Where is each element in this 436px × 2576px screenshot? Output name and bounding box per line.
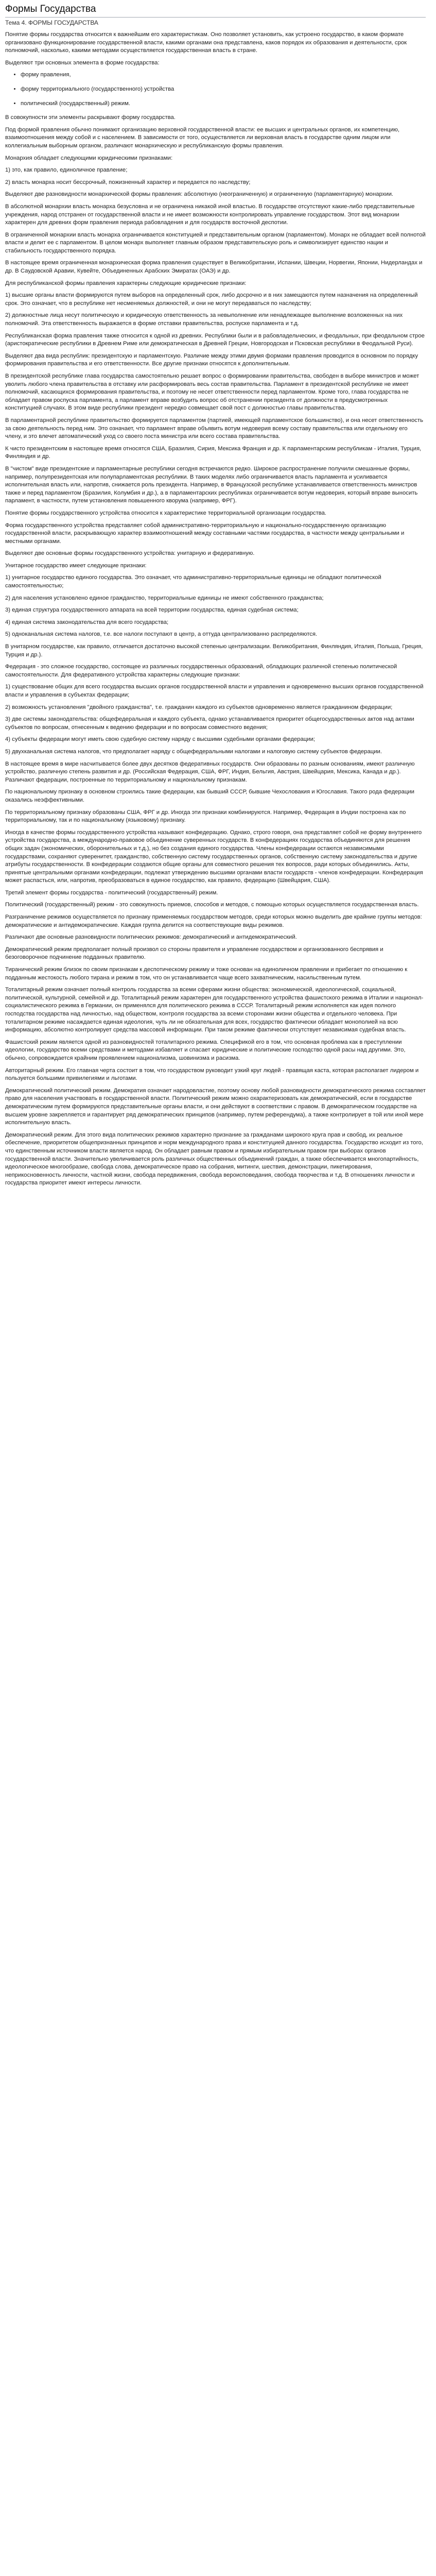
paragraph: 2) должностные лица несут политическую и юридическую ответственность за невыполнение или ненадлежащее выполнение возложенных на них полномочий. Эта ответственность выражается в форме отставки правительства, роспуске парламента и т.д. [5, 312, 403, 327]
paragraph: Понятие формы государства относится к важнейшим его характеристикам. Оно позволяет установить, как устроено государство, в каком формате организовано функционирование государственной власти, какими органами она представлена, каков порядок их образования и деятельности, срок полномочий, насколько, какими методами осуществляется государственная власть в стране. [5, 31, 407, 54]
paragraph: Демократический режим. Для этого вида политических режимов характерно признание за гражданами широкого круга прав и свобод, их реальное обеспечение, приоритетом общепризнанных принципов и норм международного права и конституцией данного государства. Государство исходит из того, что единственным источником власти является народ. Он обладает равным правом и прямым избирательным правом при выборах органов государственной власти. Значительно увеличивается роль различных общественных объединений граждан, а также обеспечивается многопартийность, идеологическое многообразие, свобода слова, демократическое право на собрания, митинги, шествия, демонстрации, пикетирования, неприкосновенность личности, частной жизни, свобода передвижения, свобода вероисповедания, свобода творчества и т.д. В отношениях личности и государства приоритет имеют интересы личности. [5, 1131, 423, 1187]
paragraph: 3) две системы законодательства: общефедеральная и каждого субъекта, однако устанавливается приоритет общегосударственных актов над актами субъектов по вопросам, отнесенным к ведению федерации и по вопросам совместного ведения; [5, 716, 414, 731]
paragraph: В президентской республике глава государства самостоятельно решает вопрос о формировании правительства, свободен в выборе министров и может уволить любого члена правительства в отставку или расформировать весь состав правительства. Парламент в президентской республике не имеет полномочий, касающихся формирования правительства, и поэтому не несет ответственности перед парламентом. Кроме того, глава государства не обладает правом роспуска парламента, а парламент вправе возбудить вопрос об отстранении президента от должности в предусмотренных конституцией случаях. В этом виде республики президент нередко совмещает свой пост с должностью главы правительства. [5, 373, 420, 412]
paragraph: 1) высшие органы власти формируются путем выборов на определенный срок, либо досрочно и в них замещаются путем назначения на определенный срок. Это означает, что в республике нет несменяемых должностей, и они не могут передаваться по наследству; [5, 292, 418, 307]
paragraph: Авторитарный режим. Его главная черта состоит в том, что государством руководит узкий круг людей - правящая каста, которая располагает лидером и пользуется большими привилегиями и льготами. [5, 1067, 419, 1082]
paragraph: 4) субъекты федерации могут иметь свою судебную систему наряду с высшими судебными органами федерации; [5, 736, 316, 743]
article-body [5, 31, 426, 1188]
paragraph: В настоящее время в мире насчитывается более двух десятков федеративных государств. Они образованы по разным основаниям, имеют различную устройство, различную степень развития и др. (Российская Федерация, США, ФРГ, Индия, Бельгия, Австрия, Швейцария, Мексика, Канада и др.). Различают федерации, построенные по территориальному и национальному признакам. [5, 760, 415, 783]
paragraph: Фашистский режим является одной из разновидностей тоталитарного режима. Спецификой его в том, что основная проблема как в преступлении идеологии, государство всеми средствами и методами избавляет и спасает юридические и политические господство одной расы над другими. Это, обычно, сопровождается крайним проявлением национализма, шовинизма и расизма. [5, 1039, 406, 1061]
paragraph: 4) единая система законодательства для всего государства; [5, 619, 169, 625]
list-item: • политический (государственный) режим. [21, 100, 426, 108]
paragraph: Демократический режим предполагает полный произвол со стороны правителя и управление государством и организованного беспрявия и безоговорочное подчинение подданных правителю. [5, 946, 383, 961]
paragraph: Форма государственного устройства представляет собой административно-территориальную и национально-государственную организацию государственной власти, раскрывающую характер взаимоотношений между составными частями государства, в частности между центральными и местными органами. [5, 522, 405, 545]
paragraph: В унитарном государстве, как правило, отличается достаточно высокой степенью централизации. Великобритания, Финляндия, Италия, Польша, Греция, Турция и др.). [5, 643, 423, 658]
paragraph: 1) унитарное государство единого государства. Это означает, что административно-территориальные единицы не обладают политической самостоятельностью; [5, 574, 381, 589]
paragraph: Монархия обладает следующими юридическими признаками: [5, 155, 173, 161]
paragraph: В ограниченной монархии власть монарха ограничивается конституцией и представительным органом (парламентом). Монарх не обладает всей полнотой власти и делит ее с парламентом. В целом монарх выполняет главным образом представительскую роль и символизирует единство нации и стабильность государственного порядка. [5, 231, 426, 254]
paragraph: Выделяют два вида республик: президентскую и парламентскую. Различие между этими двумя формами правления проводится в основном по порядку формирования правительства и его ответственности. Все другие признаки относятся к дополнительным. [5, 352, 418, 367]
paragraph: Выделяют три основных элемента в форме государства: [5, 59, 160, 66]
paragraph: 5) одноканальная система налогов, т.е. все налоги поступают в центр, а оттуда централизованно распределяются. [5, 631, 318, 638]
paragraph: По национальному признаку в основном строились такие федерации, как бывший СССР, бывшие Чехословакия и Югославия. Такого рода федерации оказались неэффективными. [5, 789, 414, 803]
paragraph: Иногда в качестве формы государственного устройства называют конфедерацию. Однако, строго говоря, она представляет собой не форму внутреннего устройства государства, а международно-правовое объединение суверенных государств. В конфедерациях государства объединяются для решения общих задач (экономических, оборонительных и т.д.), но без создания единого государства. Члены конфедерации остаются независимыми государствами, сохраняют суверенитет, гражданство, собственную систему государственных органов, собственную систему законодательства и другие атрибуты государственности. В конфедерации создаются общие органы для совместного решения тех вопросов, ради которых объединились. Акты, принятые центральными органами конфедерации, подлежат утверждению высшими органами власти государств - членов конфедерации. Конфедерация может распасться, или, напротив, преобразоваться в единое государство, как правило, федерацию (Швейцария, США). [5, 829, 423, 884]
paragraph: К чисто президентским в настоящее время относятся США, Бразилия, Сирия, Мексика Франция и др. К парламентарским республикам - Италия, Турция, Финляндия и др. [5, 445, 422, 460]
paragraph: Различают две основные разновидности политических режимов: демократический и антидемократический. [5, 934, 297, 941]
paragraph: В совокупности эти элементы раскрывают форму государства. [5, 114, 176, 121]
paragraph: Унитарное государство имеет следующие признаки: [5, 562, 147, 569]
page-title: Формы Государства [5, 3, 426, 18]
paragraph: В абсолютной монархии власть монарха безусловна и не ограничена никакой иной властью. В государстве отсутствуют какие-либо представительные учреждения, народ отстранен от государственной власти и не имеет возможности контролировать управление государством. Этот вид монархии характерен для древних форм правления периода рабовладения и для государств восточной деспотии. [5, 203, 415, 226]
paragraph: 2) власть монарха носит бессрочный, пожизненный характер и передается по наследству; [5, 179, 251, 185]
paragraph: 2) для населения установлено единое гражданство, территориальные единицы не имеют собственного гражданства; [5, 595, 324, 601]
paragraph: Республиканская форма правления также относится к одной из древних. Республики были и в рабовладельческих, и феодальных, при феодальном строе (аристократические республики в Древнем Риме или демократическая в Древней Греции, Новгородская и Псковская республики в Феодальной Руси). [5, 332, 425, 347]
topic-subtitle: Тема 4. ФОРМЫ ГОСУДАРСТВА [5, 19, 98, 26]
paragraph: Разграничение режимов осуществляется по признаку применяемых государством методов, среди которых можно выделить две крайние группы методов: демократические и антидемократические. Каждая группа делится на соответствующие виды режимов. [5, 914, 422, 928]
paragraph: Тоталитарный режим означает полный контроль государства за всеми сферами жизни общества: экономической, идеологической, социальной, политической, культурной, семейной и др. Тоталитарный режим характерен для государственного устройства фашистского режима в Италии и национал-социалистического режима в Германии, он применялся для политического режима в СССР. Тоталитарный режим исполняется как идея полного господства государства над личностью, над обществом, контроля государства за всеми сторонами жизни общества и отдельного человека. При тоталитарном режиме насаждается единая идеология, чуть ли не обязательная для всех, государство фактически обладает монополией на всю информацию, абсолютно контролирует средства массовой информации. При таком режиме фактически отсутствует независимая судебная власть. [5, 987, 424, 1033]
element-list [5, 71, 426, 108]
paragraph: В "чистом" виде президентские и парламентарные республики сегодня встречаются редко. Широкое распространение получили смешанные формы, например, полупрезидентская или полупарламентская республики. В таких моделях либо ограничивается власть парламента и усиливается исполнительная власть или, напротив, снижается роль президента. Например, в Французской республике устанавливается ответственность министров также и перед парламентом (Бразилия, Колумбия и др.), а в парламентарских республиках ограничивается вотум недоверия, который вправе выносить парламент, в частности, путем установления повышенного кворума (например, ФРГ). [5, 465, 418, 504]
paragraph: 5) двухканальная система налогов, что предполагает наряду с общефедеральными налогами и налоговую систему субъектов федерации. [5, 748, 382, 755]
paragraph: В парламентарной республике правительство формируется парламентом (партией, имеющей парламентское большинство), и она несет ответственность за свою деятельность перед ним. Это означает, что парламент вправе объявить вотум недоверия всему составу правительства или отдельному его члену, и это влечет автоматический уход со своего поста министра или всего состава правительства. [5, 417, 423, 440]
paragraph: Выделяют две разновидности монархической формы правления: абсолютную (неограниченную) и ограниченную (парламентарную) монархии. [5, 191, 394, 198]
list-item: • форму правления, [21, 71, 426, 79]
list-item: • форму территориального (государственного) устройства [21, 86, 426, 94]
paragraph: Демократический политический режим. Демократия означает народовластие, поэтому основу любой разновидности демократического режима составляет право для населения участвовать в государственной власти. Политический режим можно охарактеризовать как демократический, если в государстве демократическим путем формируются представительные органы власти, и они действуют в соответствии с правом. В демократическом государстве на высшем уровне закрепляется и гарантирует ряд демократических принципов (например, путем референдума), а также контролирует в той или иной мере исполнительную власть. [5, 1087, 426, 1126]
paragraph: 1) существование общих для всего государства высших органов государственной власти и управления и одновременно высших органов государственной власти и управления в субъектах федерации; [5, 684, 424, 698]
paragraph: Для республиканской формы правления характерны следующие юридические признаки: [5, 280, 247, 286]
paragraph: Тиранический режим близок по своим признакам к деспотическому режиму и тоже основан на единоличном правлении и прибегает по отношению к подданным жестокость любого тирана и режим в том, что он устанавливается чаще всего захватническим, насильственным путем. [5, 967, 408, 981]
paragraph: Политический (государственный) режим - это совокупность приемов, способов и методов, с помощью которых осуществляется государственная власть. [5, 902, 419, 908]
paragraph: 1) это, как правило, единоличное правление; [5, 167, 128, 174]
paragraph: 3) единая структура государственного аппарата на всей территории государства, единая судебная система; [5, 607, 299, 614]
paragraph: В настоящее время ограниченная монархическая форма правления существует в Великобритании, Испании, Швеции, Норвегии, Японии, Нидерландах и др. В Саудовской Аравии, Кувейте, Объединенных Арабских Эмиратах (ОАЭ) и др. [5, 260, 423, 275]
paragraph: 2) возможность установления "двойного гражданства", т.е. гражданин каждого из субъектов одновременно является гражданином федерации; [5, 704, 393, 710]
paragraph: Понятие формы государственного устройства относится к характеристике территориальной организации государства. [5, 510, 327, 516]
paragraph: По территориальному признаку образованы США, ФРГ и др. Иногда эти признаки комбинируются. Например, Федерация в Индии построена как по территориальному, так и по национальному (языковому) признаку. [5, 809, 406, 824]
paragraph: Федерация - это сложное государство, состоящее из различных государственных образований, обладающих различной степенью политической самостоятельности. Для федеративного устройства характерны следующие признаки: [5, 664, 397, 678]
paragraph: Под формой правления обычно понимают организацию верховной государственной власти: ее высших и центральных органов, их компетенцию, взаимоотношения между собой и с населением. В зависимости от того, осуществляется ли верховная власть в государстве одним лицом или коллегиальным выборным органом, различают монархическую и республиканскую формы правления. [5, 126, 399, 149]
paragraph: Выделяют две основные формы государственного устройства: унитарную и федеративную. [5, 550, 255, 557]
paragraph: Третий элемент формы государства - политический (государственный) режим. [5, 889, 218, 896]
